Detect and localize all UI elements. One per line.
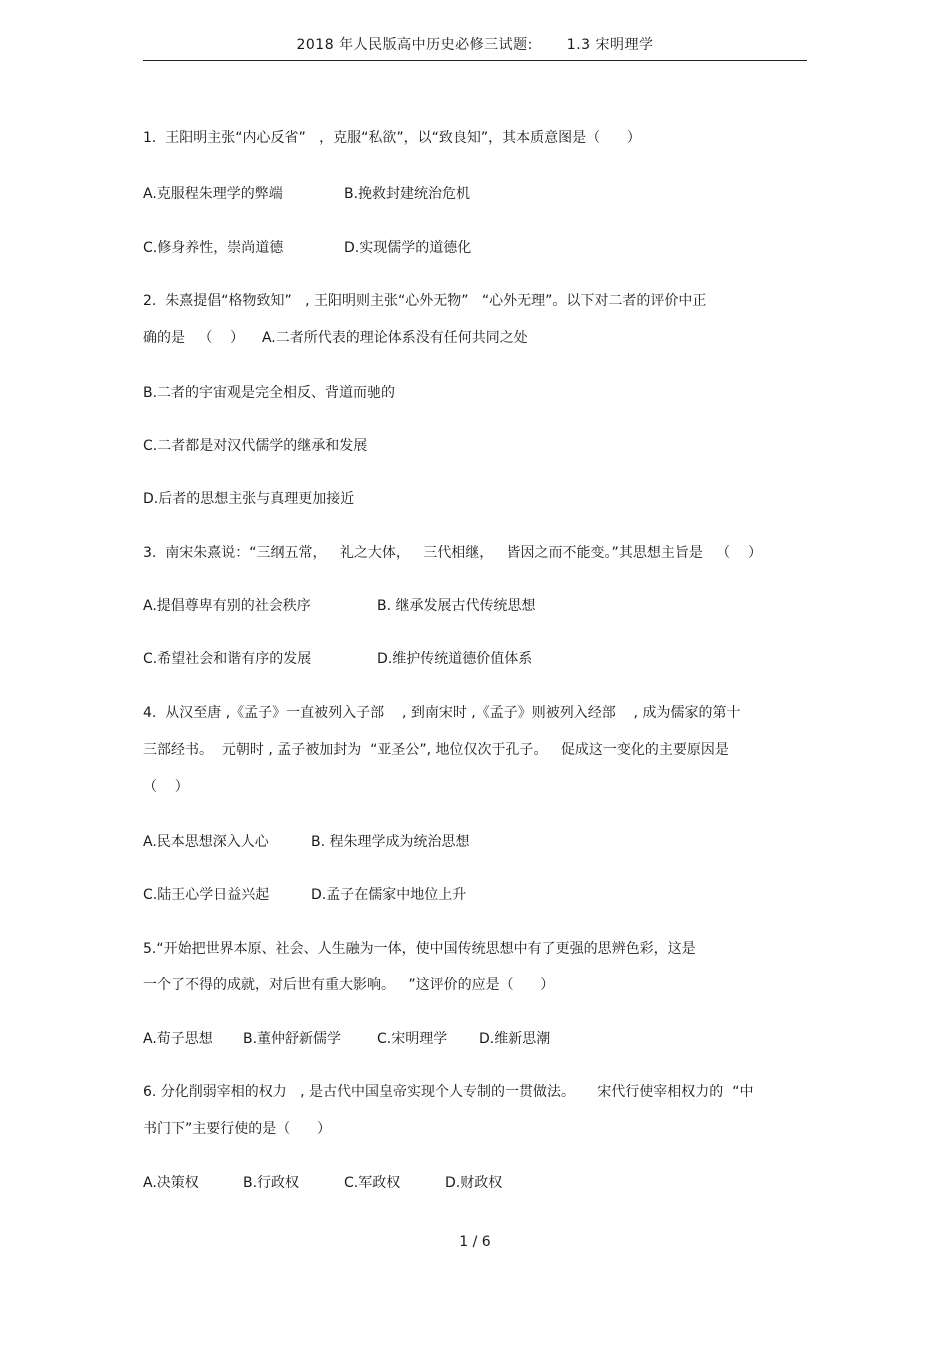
question-5-option-a: A.荀子思想	[143, 1031, 213, 1047]
page-header	[143, 34, 807, 61]
question-5-option-d: D.维新思潮	[479, 1031, 551, 1047]
question-6-line-2: 书门下”主要行使的是（ ）	[143, 1121, 331, 1137]
question-4-option-a: A.民本思想深入人心	[143, 834, 269, 850]
question-1-option-b: B.挽救封建统治危机	[344, 186, 471, 202]
question-5-option-b: B.董仲舒新儒学	[243, 1031, 342, 1047]
question-2-line-1: 2. 朱熹提倡“格物致知” , 王阳明则主张“心外无物” “心外无理”。以下对二者的评价中正	[143, 293, 707, 309]
question-5-option-c: C.宋明理学	[377, 1031, 448, 1047]
page-number: 1 / 6	[459, 1234, 491, 1250]
question-6-option-b: B.行政权	[243, 1175, 300, 1191]
question-2-option-d: D.后者的思想主张与真理更加接近	[143, 491, 355, 507]
question-3-option-d: D.维护传统道德价值体系	[377, 651, 533, 667]
question-6-option-a: A.决策权	[143, 1175, 199, 1191]
header-title-left: 2018 年人民版高中历史必修三试题:	[296, 37, 533, 53]
question-6-line-1: 6. 分化削弱宰相的权力 , 是古代中国皇帝实现个人专制的一贯做法。 宋代行使宰相权力的 “中	[143, 1084, 754, 1100]
question-3-option-c: C.希望社会和谐有序的发展	[143, 651, 312, 667]
question-2-option-c: C.二者都是对汉代儒学的继承和发展	[143, 438, 368, 454]
question-4-line-2: 三部经书。 元朝时 , 孟子被加封为 “亚圣公”, 地位仅次于孔子。 促成这一变化的主要原因是	[143, 742, 729, 758]
question-6-option-d: D.财政权	[445, 1175, 503, 1191]
question-4-option-c: C.陆王心学日益兴起	[143, 887, 270, 903]
question-6-option-c: C.军政权	[344, 1175, 401, 1191]
question-1-option-c: C.修身养性，崇尚道德	[143, 240, 284, 256]
question-3-line-1: 3. 南宋朱熹说：“三纲五常， 礼之大体， 三代相继， 皆因之而不能变。”其思想主旨是 （ ）	[143, 545, 762, 561]
question-4-line-3: （ ）	[143, 779, 189, 795]
question-3-option-a: A.提倡尊卑有别的社会秩序	[143, 598, 311, 614]
question-2-line-2: 确的是 （ ） A.二者所代表的理论体系没有任何共同之处	[143, 330, 528, 346]
question-5-line-2: 一个了不得的成就，对后世有重大影响。 ”这评价的应是（ ）	[143, 977, 555, 993]
question-1-option-a: A.克服程朱理学的弊端	[143, 186, 283, 202]
question-2-option-b: B.二者的宇宙观是完全相反、背道而驰的	[143, 385, 396, 401]
question-4-line-1: 4. 从汉至唐 ,《孟子》一直被列入子部 , 到南宋时 ,《孟子》则被列入经部 , 成为儒家的第十	[143, 705, 741, 721]
header-title-right: 1.3 宋明理学	[566, 37, 654, 53]
question-1-option-d: D.实现儒学的道德化	[344, 240, 472, 256]
question-4-option-d: D.孟子在儒家中地位上升	[311, 887, 467, 903]
question-4-option-b: B. 程朱理学成为统治思想	[311, 834, 470, 850]
question-3-option-b: B. 继承发展古代传统思想	[377, 598, 536, 614]
question-1-line-1: 1. 王阳明主张“内心反省” ，克服“私欲”，以“致良知”，其本质意图是（ ）	[143, 130, 641, 146]
question-5-line-1: 5.“开始把世界本原、社会、人生融为一体，使中国传统思想中有了更强的思辨色彩，这是	[143, 941, 696, 957]
